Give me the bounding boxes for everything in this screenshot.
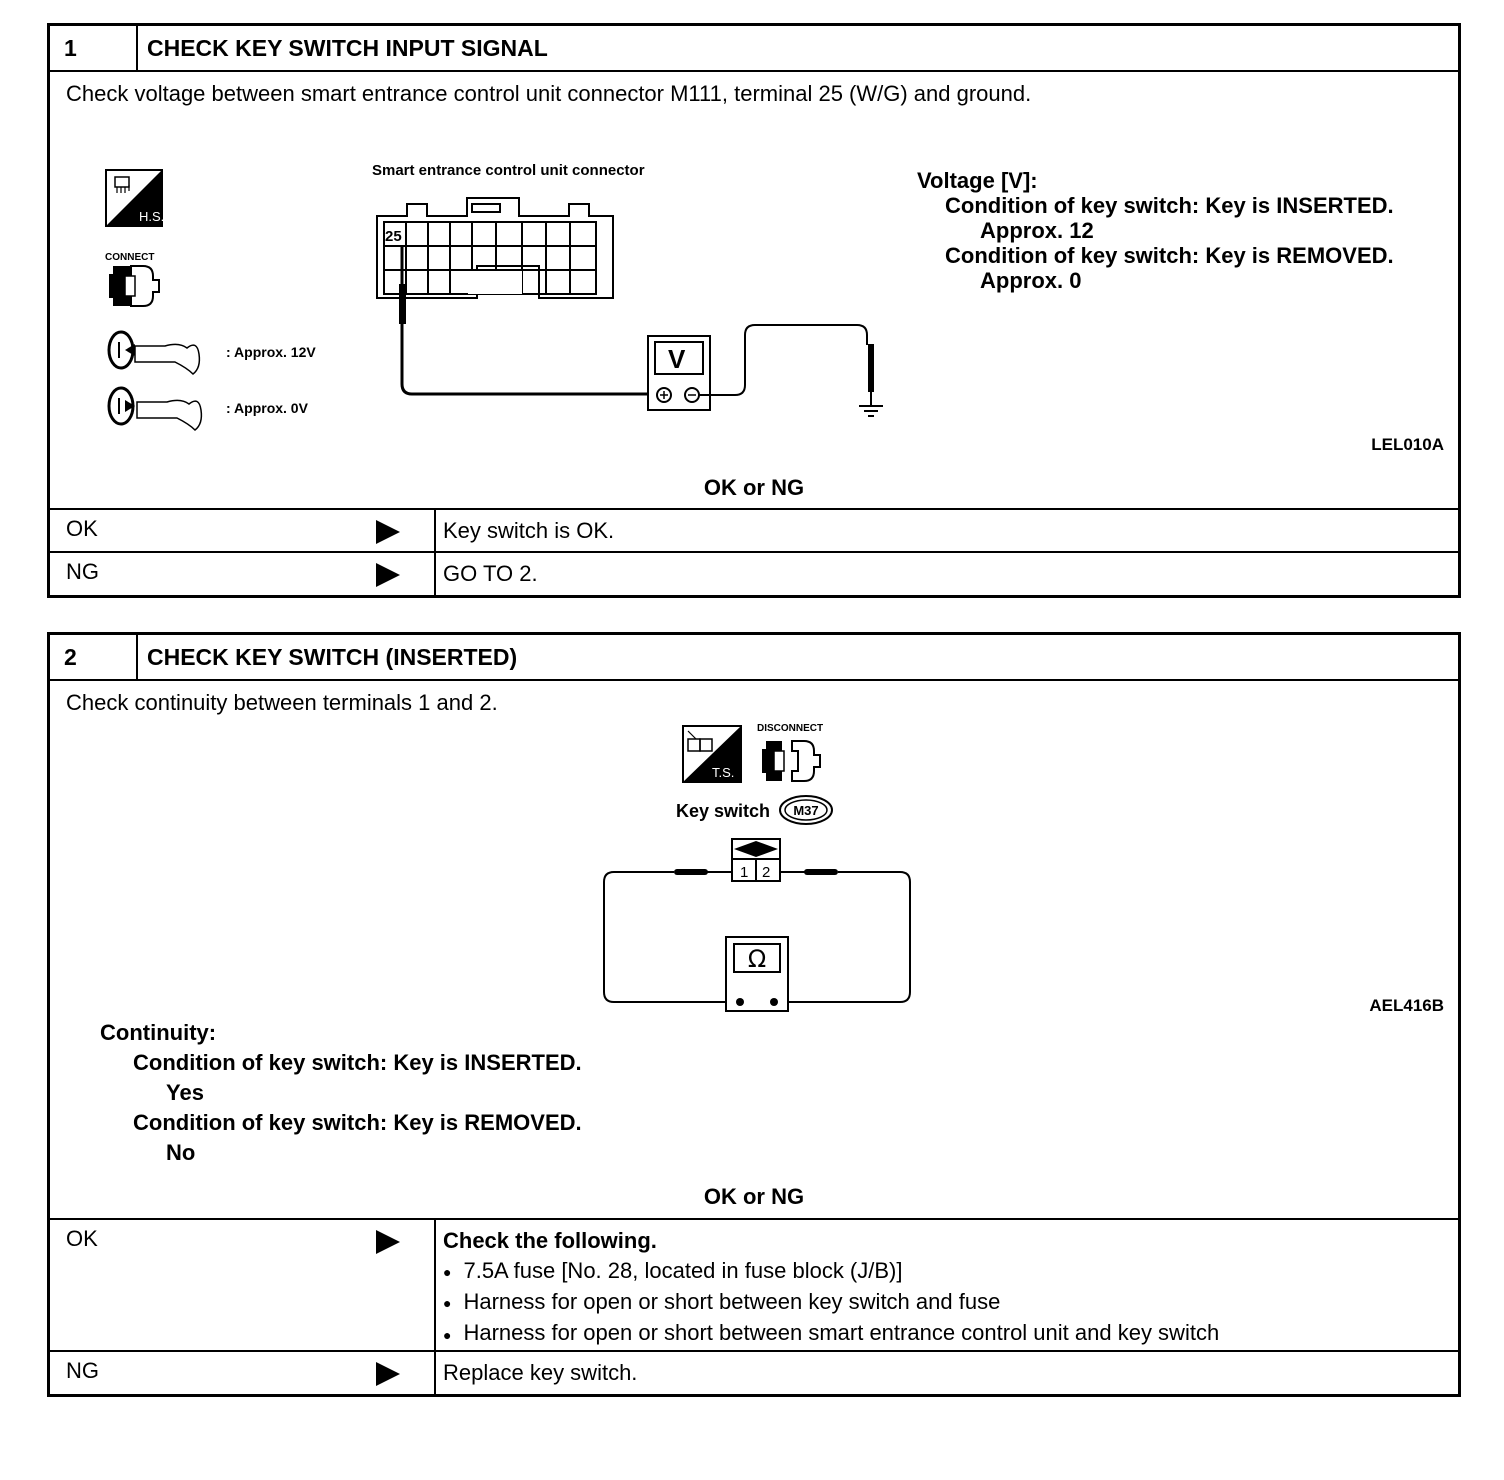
terminal-2-label: 2 bbox=[762, 864, 771, 881]
arrow-right-icon bbox=[376, 1362, 400, 1386]
result-row-ng: NG Replace key switch. bbox=[50, 1350, 1458, 1396]
result-row-ok: OK Check the following. ● 7.5A fuse [No. 28, located in fuse block (J/B)] ● Harness for open or short between key switch and fuse ● Harness for open or short between smart entrance control unit and key switch bbox=[50, 1218, 1458, 1352]
voltmeter-symbol: V bbox=[668, 344, 686, 374]
continuity-spec: Continuity: Condition of key switch: Key is INSERTED. Yes Condition of key switch: Key is REMOVED. No bbox=[100, 1020, 582, 1165]
step-2-block bbox=[47, 632, 1461, 1397]
ok-or-ng-heading: OK or NG bbox=[703, 1184, 805, 1209]
step-number: 2 bbox=[50, 635, 138, 679]
figure-id: LEL010A bbox=[1371, 435, 1444, 454]
step-header bbox=[50, 26, 1458, 72]
disconnect-icon bbox=[758, 737, 830, 785]
connector-caption: Smart entrance control unit connector bbox=[372, 162, 645, 179]
key-inserted-icon bbox=[105, 328, 225, 378]
ts-label: T.S. bbox=[712, 765, 735, 780]
key-removed-label: : Approx. 0V bbox=[226, 400, 308, 416]
check-item: ● 7.5A fuse [No. 28, located in fuse block (J/B)] bbox=[443, 1256, 1219, 1287]
step-title: CHECK KEY SWITCH (INSERTED) bbox=[147, 644, 518, 670]
check-item: ● Harness for open or short between smart entrance control unit and key switch bbox=[443, 1318, 1219, 1349]
svg-text:M37: M37 bbox=[793, 803, 819, 818]
step-header bbox=[50, 635, 1458, 681]
terminal-25-label: 25 bbox=[385, 228, 402, 245]
step-title: CHECK KEY SWITCH INPUT SIGNAL bbox=[147, 35, 548, 61]
arrow-right-icon bbox=[376, 1230, 400, 1254]
step-number: 1 bbox=[50, 26, 138, 70]
key-inserted-label: : Approx. 12V bbox=[226, 344, 316, 360]
figure-id: AEL416B bbox=[1369, 996, 1444, 1015]
component-label: Key switch bbox=[676, 801, 771, 821]
ground-symbol bbox=[859, 406, 883, 416]
voltage-check-diagram bbox=[372, 196, 892, 406]
ok-or-ng-heading: OK or NG bbox=[703, 475, 805, 500]
step-instruction: Check continuity between terminals 1 and 2. bbox=[66, 690, 498, 715]
terminal-side-icon bbox=[682, 725, 744, 785]
arrow-right-icon bbox=[376, 520, 400, 544]
terminal-1-label: 1 bbox=[740, 864, 749, 881]
harness-side-icon bbox=[105, 169, 165, 229]
step-instruction: Check voltage between smart entrance control unit connector M111, terminal 25 (W/G) and ground. bbox=[66, 81, 1032, 106]
arrow-right-icon bbox=[376, 563, 400, 587]
ohm-symbol: Ω bbox=[747, 945, 767, 973]
connect-icon bbox=[105, 262, 165, 310]
connector-code-badge bbox=[779, 795, 835, 827]
result-row-ok: OK Key switch is OK. bbox=[50, 508, 1458, 552]
hs-label: H.S. bbox=[139, 209, 165, 224]
step-1-block bbox=[47, 23, 1461, 598]
disconnect-label: DISCONNECT bbox=[757, 723, 824, 734]
result-row-ng: NG GO TO 2. bbox=[50, 551, 1458, 597]
key-removed-icon bbox=[105, 384, 225, 440]
check-heading: Check the following. bbox=[443, 1228, 657, 1253]
connect-label: CONNECT bbox=[105, 252, 155, 263]
continuity-check-diagram bbox=[600, 837, 920, 1015]
check-item: ● Harness for open or short between key switch and fuse bbox=[443, 1287, 1219, 1318]
voltage-spec: Voltage [V]: Condition of key switch: Key is INSERTED. Approx. 12 Condition of key switch: Key is REMOVED. Approx. 0 bbox=[917, 168, 1394, 293]
